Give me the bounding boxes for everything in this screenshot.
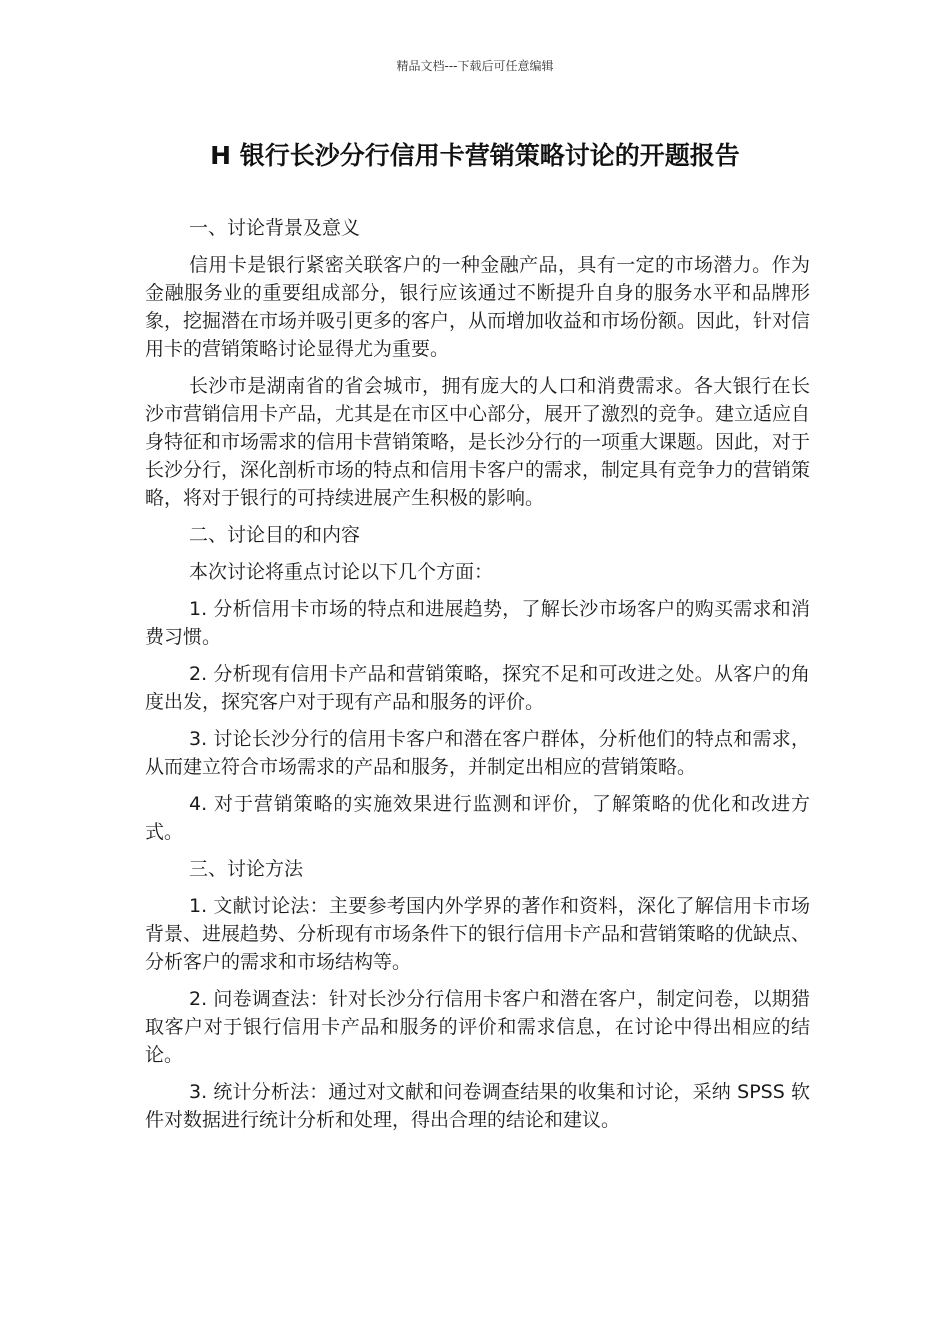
section-heading: 二、讨论目的和内容 <box>189 524 361 546</box>
section-heading: 一、讨论背景及意义 <box>189 217 361 239</box>
section-heading: 三、讨论方法 <box>189 858 304 880</box>
header-note: 精品文档---下载后可任意编辑 <box>396 59 554 73</box>
section-methods <box>145 855 810 1134</box>
list-item: 2. 问卷调查法：针对长沙分行信用卡客户和潜在客户，制定问卷，以期猎取客户对于银行信用卡产品和服务的评价和需求信息，在讨论中得出相应的结论。 <box>145 988 810 1066</box>
list-item: 3. 统计分析法：通过对文献和问卷调查结果的收集和讨论，采纳 SPSS 软件对数据进行统计分析和处理，得出合理的结论和建议。 <box>145 1081 810 1131</box>
list-item: 3. 讨论长沙分行的信用卡客户和潜在客户群体，分析他们的特点和需求，从而建立符合市场需求的产品和服务，并制定出相应的营销策略。 <box>145 728 810 778</box>
document-body <box>145 214 810 1143</box>
section-background <box>145 214 810 512</box>
list-item: 4. 对于营销策略的实施效果进行监测和评价，了解策略的优化和改进方式。 <box>145 793 810 843</box>
paragraph: 长沙市是湖南省的省会城市，拥有庞大的人口和消费需求。各大银行在长沙市营销信用卡产品，尤其是在市区中心部分，展开了激烈的竞争。建立适应自身特征和市场需求的信用卡营销策略，是长沙分行的一项重大课题。因此，对于长沙分行，深化剖析市场的特点和信用卡客户的需求，制定具有竞争力的营销策略，将对于银行的可持续进展产生积极的影响。 <box>145 375 811 509</box>
list-item: 1. 分析信用卡市场的特点和进展趋势，了解长沙市场客户的购买需求和消费习惯。 <box>145 598 810 648</box>
section-objectives <box>145 521 810 846</box>
document-title: H 银行长沙分行信用卡营销策略讨论的开题报告 <box>210 141 740 170</box>
list-item: 1. 文献讨论法：主要参考国内外学界的著作和资料，深化了解信用卡市场背景、进展趋势、分析现有市场条件下的银行信用卡产品和营销策略的优缺点、分析客户的需求和市场结构等。 <box>145 895 811 973</box>
list-item: 2. 分析现有信用卡产品和营销策略，探究不足和可改进之处。从客户的角度出发，探究客户对于现有产品和服务的评价。 <box>145 663 810 713</box>
paragraph: 本次讨论将重点讨论以下几个方面： <box>189 561 494 583</box>
paragraph: 信用卡是银行紧密关联客户的一种金融产品，具有一定的市场潜力。作为金融服务业的重要组成部分，银行应该通过不断提升自身的服务水平和品牌形象，挖掘潜在市场并吸引更多的客户，从而增加收益和市场份额。因此，针对信用卡的营销策略讨论显得尤为重要。 <box>145 254 811 360</box>
